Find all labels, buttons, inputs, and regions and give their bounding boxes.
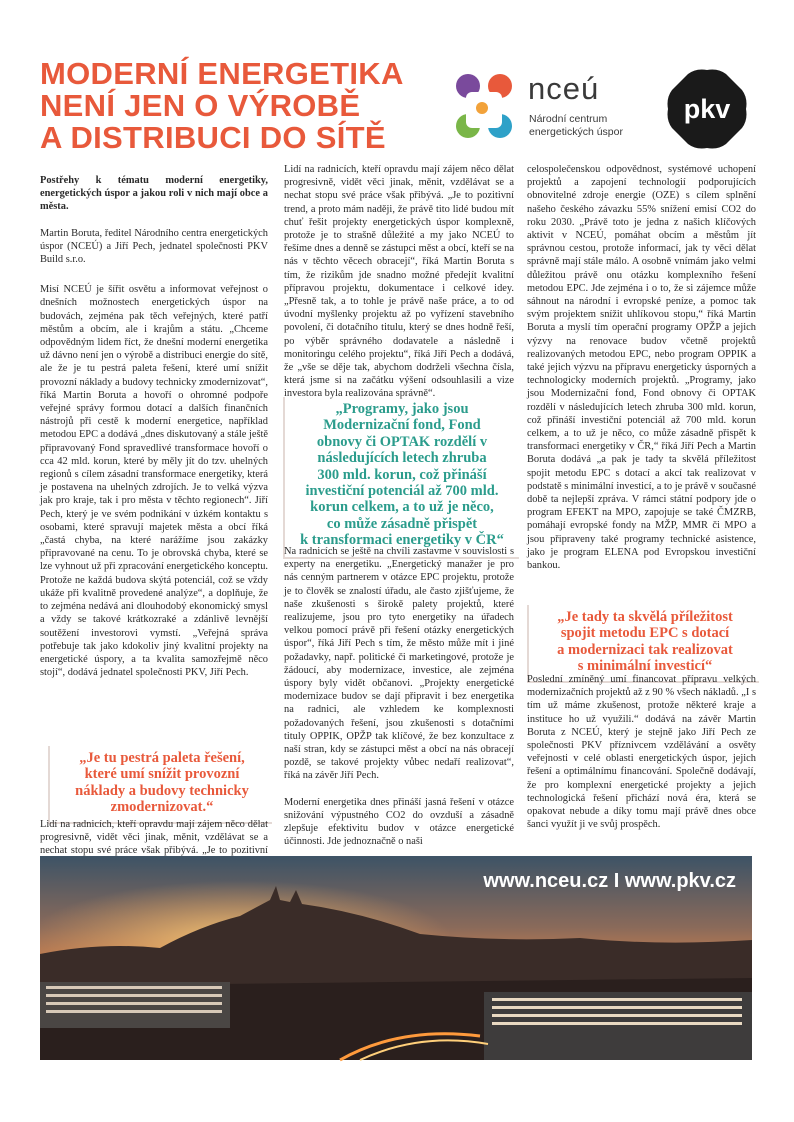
- quote-line: obnovy či OPTAK rozdělí v: [316, 433, 488, 450]
- pull-quote-3: [527, 605, 759, 683]
- quote-line: následujících letech zhruba: [317, 450, 487, 467]
- quote-line: „Je tady ta skvělá příležitost: [557, 609, 733, 625]
- quote-line: 300 mld. korun, což přináší: [317, 466, 487, 483]
- quote-line: korun celkem, a to už je něco,: [310, 499, 494, 516]
- paragraph-continued: Lidí na radnicích, kteří opravdu mají zájem něco dělat progresivně, vidět věci jinak, měnit, vzdělávat se a nechat stopu své práce však přibývá. „Je to pozitivní trend, a proto mám naději, že právě tito lidé budou mít chuť řešit projekty energetických úspor komplexně, protože je to strašně důležité a my jako NCEÚ to řešíme dnes a denně se zástupci měst a obcí, kteří se na nás v těchto věcech obracejí“, říká Martin Boruta s tím, že rizikům jde snadno možné předejít kvalitní přípravou projektu, dokumentace i celkové idey. „Přesně tak, a to tohle je právě naše práce, a to od úvodní myšlenky projektu až po vyřízení stavebního povolení, či dotačního titulu, který se dnes hodně řeší, po výběr správného dodavatele a následně i monitoringu celého projektu“, říká Jiří Pech a dodává, že „vše se děje tak, abychom dodrželi všechna čísla, která jsme si na začátku výšení odsouhlasili a vize investora byla realizována správně“.: [284, 164, 514, 400]
- quote-line: zmodernizovat.“: [110, 799, 214, 816]
- pull-quote-2: [283, 397, 519, 559]
- article-lead: Postřehy k tématu moderní energetiky, energetických úspor a jakou roli v nich mají obce a města.: [40, 175, 268, 213]
- pull-quote-1: [48, 746, 272, 824]
- websites: www.nceu.cz I www.pkv.cz: [483, 870, 736, 892]
- headline-line: NENÍ JEN O VÝROBĚ: [40, 88, 361, 123]
- quote-line: spojit metodu EPC s dotací: [560, 625, 730, 642]
- quote-line: co může zásadně přispět: [326, 515, 478, 532]
- nceu-subtitle-line: energetických úspor: [529, 126, 623, 138]
- paragraph: Moderní energetika dnes přináší jasná řešení v otázce snižování výpustného CO2 do ovzduší a zásadně zlepšuje efektivitu budov v otázce energetické účinnosti. Jde jednoznačně o naši: [284, 796, 514, 848]
- nceu-logo-icon: [444, 70, 520, 146]
- column-2-continued: [284, 545, 514, 861]
- headline-line: A DISTRIBUCI DO SÍTĚ: [40, 120, 386, 155]
- pkv-logo-text: pkv: [683, 94, 731, 124]
- city-photo: [40, 856, 752, 1060]
- paragraph: Lidí na radnicích, kteří opravdu mají zájem něco dělat progresivně, vidět věci jinak, měnit, vzdělávat se a nechat stopu své práce však přibývá. „Je to pozitivní: [40, 819, 268, 857]
- quote-line: Modernizační fond, Fond: [323, 417, 481, 434]
- column-2: [284, 163, 514, 400]
- quote-line: náklady a budovy technicky: [75, 782, 249, 799]
- quote-line: investiční potenciál až 700 mld.: [305, 483, 499, 500]
- headline-line: MODERNÍ ENERGETIKA: [40, 56, 404, 91]
- paragraph: Poslední zmíněný umí financovat přípravu velkých modernizačních projektů až z 90 % všech nákladů. „I s tím už máme zkušenost, protože některé kraje a instituce ho už využili.“ dodává na závěr Martin Boruta z NCEÚ, který je stejně jako Jiří Pech ze společnosti PKV příznivcem vzdělávání a osvěty veřejnosti v celé oblasti energetických úspor, jejich řešení a optimálnímu financování. Společně dodávají, že pro komplexní energetické projekty a jejich technologická řešení přichází nová éra, která se opakovat nebude a díky tomu mají právě dnes obce šanci využít ji ve svůj prospěch.: [527, 674, 756, 831]
- column-3: [527, 163, 756, 585]
- quote-line: „Je tu pestrá paleta řešení,: [79, 750, 245, 766]
- quote-line: které umí snížit provozní: [84, 766, 240, 783]
- paragraph: Na radnicích se ještě na chvíli zastavme v souvislosti s experty na energetiku. „Energetický manažer je pro nás cenným partnerem v otázce EPC projektu, protože je to člověk se znalostí úřadu, ale často zjišťujeme, že naše zkušenosti s širokě palety projektů, které realizujeme, jsou pro tyto energetiky na úřadech velkou pomocí právě při řešení otázky energetických úspor“, říká Jiří Pech s tím, že město může mít i jiné požadavky, např. politické či marketingové, protože je žádoucí, aby modernizace, investice, ale zejména úspory byly vidět občanovi. „Projekty energetické modernizace budov se dají připravit i bez energetika na radnici, ale vzhledem ke komplexnosti požadovaných řešení, jsou zkušenosti s dotačními tituly OPPIK, OPŽP tak klíčové, že bez konzultace z naší stran, kdy se zástupci měst a obcí na nás obracejí pozdě, se takové projekty vůbec nedaří realizovat“, říká na závěr Jiří Pech.: [284, 546, 514, 782]
- paragraph: Misí NCEÚ je šířit osvětu a informovat veřejnost o dnešních možnostech energetických úspor na budovách, zejména pak těch veřejných, které patří městům a obcím, ale i krajům a státu. „Chceme odpovědným lidem říct, že dnešní moderní energetika už dávno není jen o výrobě a distribuci energie do sítě, ale že je tu pestrá paleta řešení, které umí snížit provozní náklady a budovy technicky zmodernizovat“, říká Martin Boruta a hovoří o ohromné podpoře veřejné správy formou dotací a dalších finančních nástrojů při cestě k moderní energetice, například metodou EPC a dodává „dnes diskutovaný a stále ještě připravovaný Fond spravedlivé transformace hovoří o cca 42 mld. korun, které by měly jít do tzv. uhelných regionů s cílem zásadní transformace energetiky, která je postavena na uhelných zdrojích. Je to velká výzva jak pro kraje, tak i pro města v těchto regionech“. Jiří Pech, který je ve svém podnikání v úzkém kontaktu s osobami, které spravují majetek města a obcí říká „častá chyba, na které narážíme jsou zakázky připravované na cenu. To je obrovská chyba, které se lze vyhnout už při zpracování energetického konceptu. Protože ne každá budova skýtá potenciál, což se vždy ukáže při kvalitně provedené analýze“, a doplňuje, že to zejména nedává ani dlouhodobý ekonomický smysl a vždy se takové krátkozraké a zdánlivě levnější soutěžení investorovi vymstí. „Veřejná správa potřebuje tak jako kdokoliv jiný kvalitní projekty na energetické úspory, a ta kvalita samozřejmě něco stojí“, dodává jednatel společnosti PKV, Jiří Pech.: [40, 284, 268, 679]
- pkv-logo-icon: [666, 68, 748, 150]
- nceu-logo-name: nceú: [528, 71, 600, 106]
- nceu-subtitle-line: Národní centrum: [529, 113, 608, 125]
- headline: [40, 58, 420, 154]
- column-1: [40, 174, 268, 692]
- quote-line: a modernizaci tak realizovat: [557, 641, 733, 658]
- quote-line: „Programy, jako jsou: [335, 401, 469, 417]
- article-intro: Martin Boruta, ředitel Národního centra energetických úspor (NCEÚ) a Jiří Pech, jednatel společnosti PKV Build s.r.o.: [40, 227, 268, 266]
- paragraph: celospolečenskou odpovědnost, systémové uchopení projektů a zapojení technologií podporujících obnovitelné zdroje energie (OZE) s cílem splnění našeho českého závazku 55% snížení emisí CO2 do roku 2030. „Právě toto je jedna z našich klíčových aktivit v NCEÚ, pomáhat obcím a městům jít správnou cestou, protože informací, jak ty věci dělat správně mají stále málo. A osobně vnímám jako velmi důležitou právě onu otázku komplexního řešení metodou EPC. Jde zejména i o to, že si zájemce může sáhnout na národní i evropské peníze, a pomoc tak svým projektem snížit uhlíkovou stopu,“ říká Martin Boruta a myslí tím operační programy OPŽP a jejich výzvy na renovace budov včetně projektů realizovaných metodou EPC, nebo program OPPIK a také jejich výzvu na přípravu energeticky úsporných a technologicky moderních projektů. „Programy, jako jsou Modernizační fond, Fond obnovy či OPTAK rozdělí v následujících letech zhruba 300 mld. korun, což přináší investiční potenciál až 700 mld. korun celkem, a to už je něco, co může zásadně přispět k transformaci energetiky v ČR,“ říká Jiří Pech a Martin Boruta dodává „a pak je tady ta skvělá příležitost spojit metodu EPC s dotací a akcí tak realizovat v podstatě s minimální investicí, a to je právě v současné době ta nejlepší zpráva. V rámci státní podpory jde o program EFEKT na MPO, zapojuje se také ČMZRB, pomáhají evropské fondy na MŽP, MMR či MPO a jsou připraveny také programy technické asistence, jako je program ELENA pod Evropskou investiční bankou.: [527, 164, 756, 572]
- column-3-continued: [527, 673, 756, 844]
- quote-line: s minimální investicí“: [577, 658, 713, 675]
- nceu-logo-subtitle: [529, 113, 623, 139]
- quote-line: k transformaci energetiky v ČR“: [300, 532, 504, 549]
